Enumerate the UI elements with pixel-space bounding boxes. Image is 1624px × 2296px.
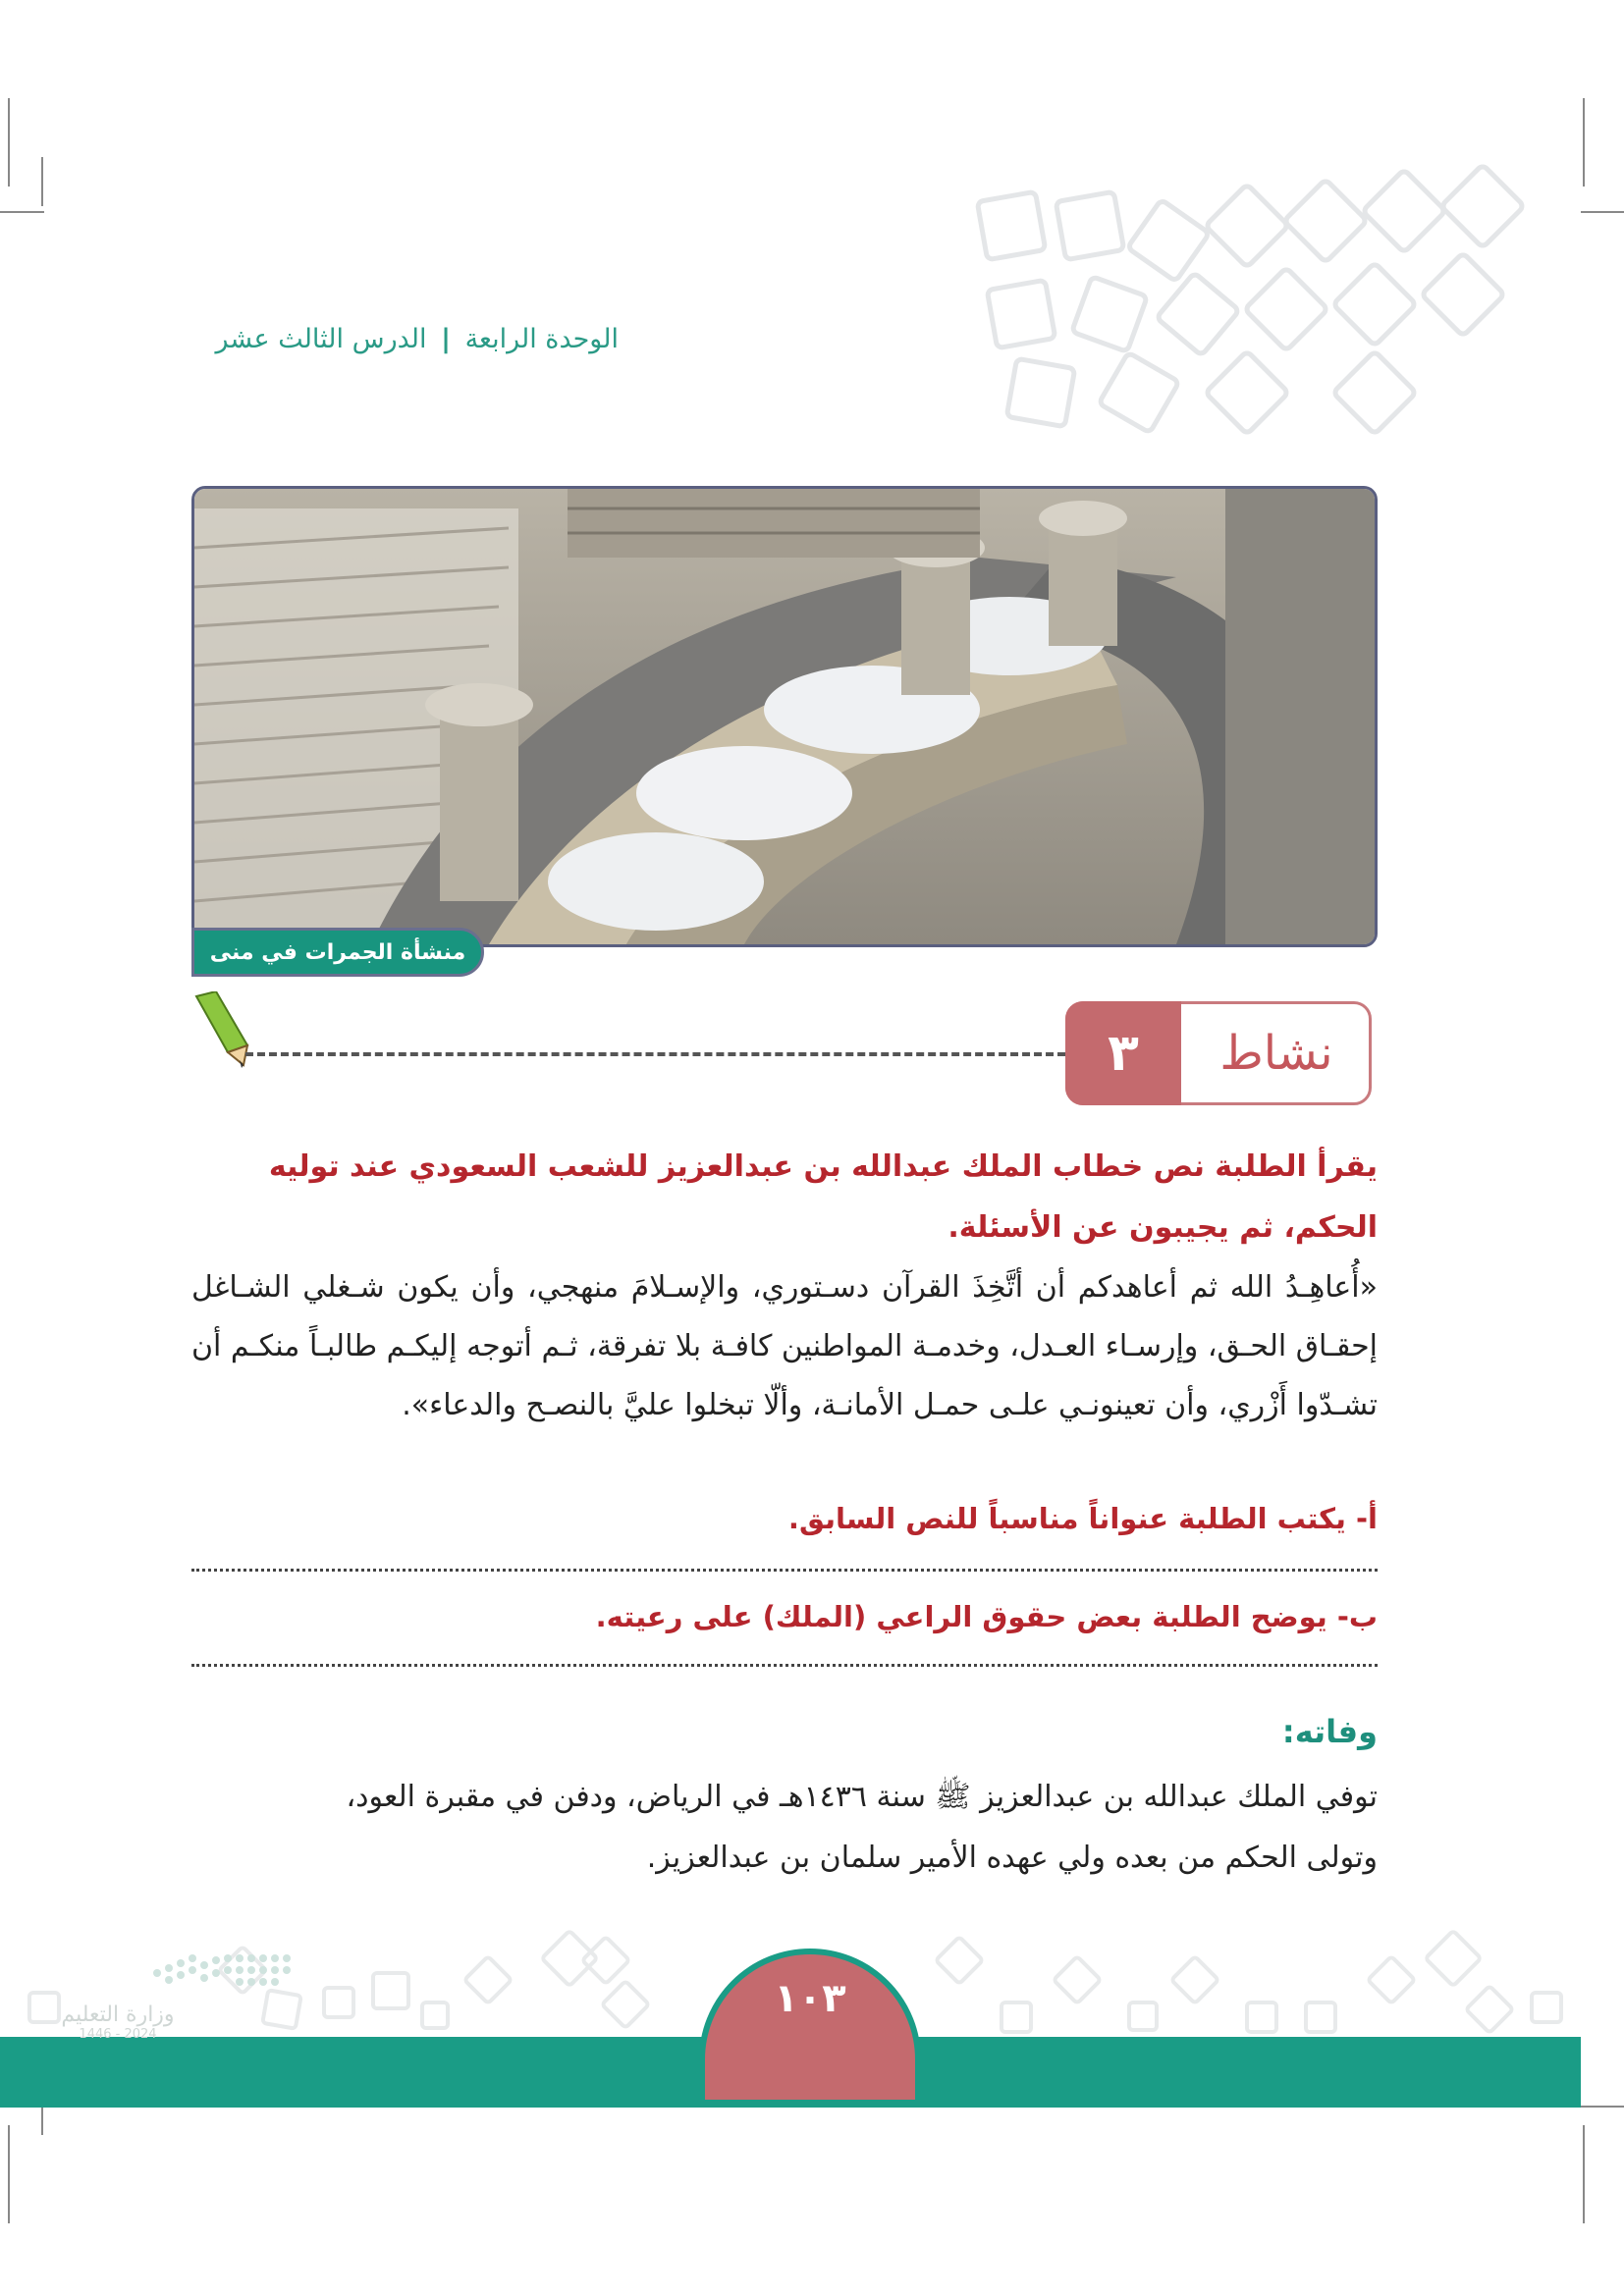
crop-mark	[8, 2125, 10, 2223]
header-separator: |	[441, 324, 451, 354]
crop-mark	[41, 157, 43, 206]
crop-mark	[0, 211, 44, 213]
death-section-title: وفاته:	[1281, 1713, 1378, 1750]
crop-mark	[8, 98, 10, 187]
ministry-name: وزارة التعليم	[61, 2002, 175, 2027]
pencil-icon	[187, 991, 255, 1070]
question-b: ب- يوضح الطلبة بعض حقوق الراعي (الملك) على رعيته.	[595, 1600, 1378, 1633]
ministry-logo	[39, 2002, 196, 2042]
crop-mark	[1581, 211, 1624, 213]
crop-mark	[1583, 98, 1585, 187]
answer-line-b[interactable]	[191, 1664, 1378, 1667]
lesson-title: الدرس الثالث عشر	[215, 324, 427, 354]
unit-title: الوحدة الرابعة	[464, 324, 619, 354]
death-line-2: وتولى الحكم من بعده ولي عهده الأمير سلمان بن عبدالعزيز.	[646, 1841, 1378, 1875]
activity-label: نشاط	[1219, 1026, 1333, 1081]
jamarat-photo	[191, 486, 1378, 947]
death-line-1: توفي الملك عبدالله بن عبدالعزيز ﷺ سنة ١٤٣٦هـ في الرياض، ودفن في مقبرة العود،	[346, 1780, 1378, 1814]
crop-mark	[1583, 2125, 1585, 2223]
unit-lesson-header	[187, 324, 619, 354]
activity-instructions: يقرأ الطلبة نص خطاب الملك عبدالله بن عبدالعزيز للشعب السعودي عند توليه الحكم، ثم يجيبون عن الأسئلة.	[268, 1149, 1378, 1245]
crop-mark	[1581, 2106, 1624, 2108]
photo-caption: منشأة الجمرات في منى	[191, 928, 484, 977]
death-section-body	[191, 1767, 1378, 1889]
question-a: أ- يكتب الطلبة عنواناً مناسباً للنص السابق.	[787, 1502, 1378, 1535]
answer-line-a[interactable]	[191, 1569, 1378, 1572]
activity-dashed-rule	[245, 1052, 1065, 1056]
ministry-year: 2024 - 1446	[79, 2027, 157, 2042]
page-number: ١٠٣	[699, 1949, 921, 2106]
activity-number: ٣	[1065, 1001, 1181, 1105]
king-speech-quote: «أُعاهِـدُ الله ثم أعاهدكم أن أتَّخِذَ القرآن دسـتوري، والإسـلامَ منهجي، وأن يكون شـغلي الشـاغل إحقـاق الحـق، وإرسـاء العـدل، وخدمـة المواطنين كافـة بلا تفرقة، ثـم أتوجه إليكـم طالبـاً منكـم أن تشـدّوا أَزْري، وأن تعينونـي علـى حمـل الأمانـة، وألّا تبخلوا عليَّ بالنصـح والدعاء».	[191, 1270, 1378, 1422]
ministry-dots-logo-icon	[147, 1949, 295, 1998]
